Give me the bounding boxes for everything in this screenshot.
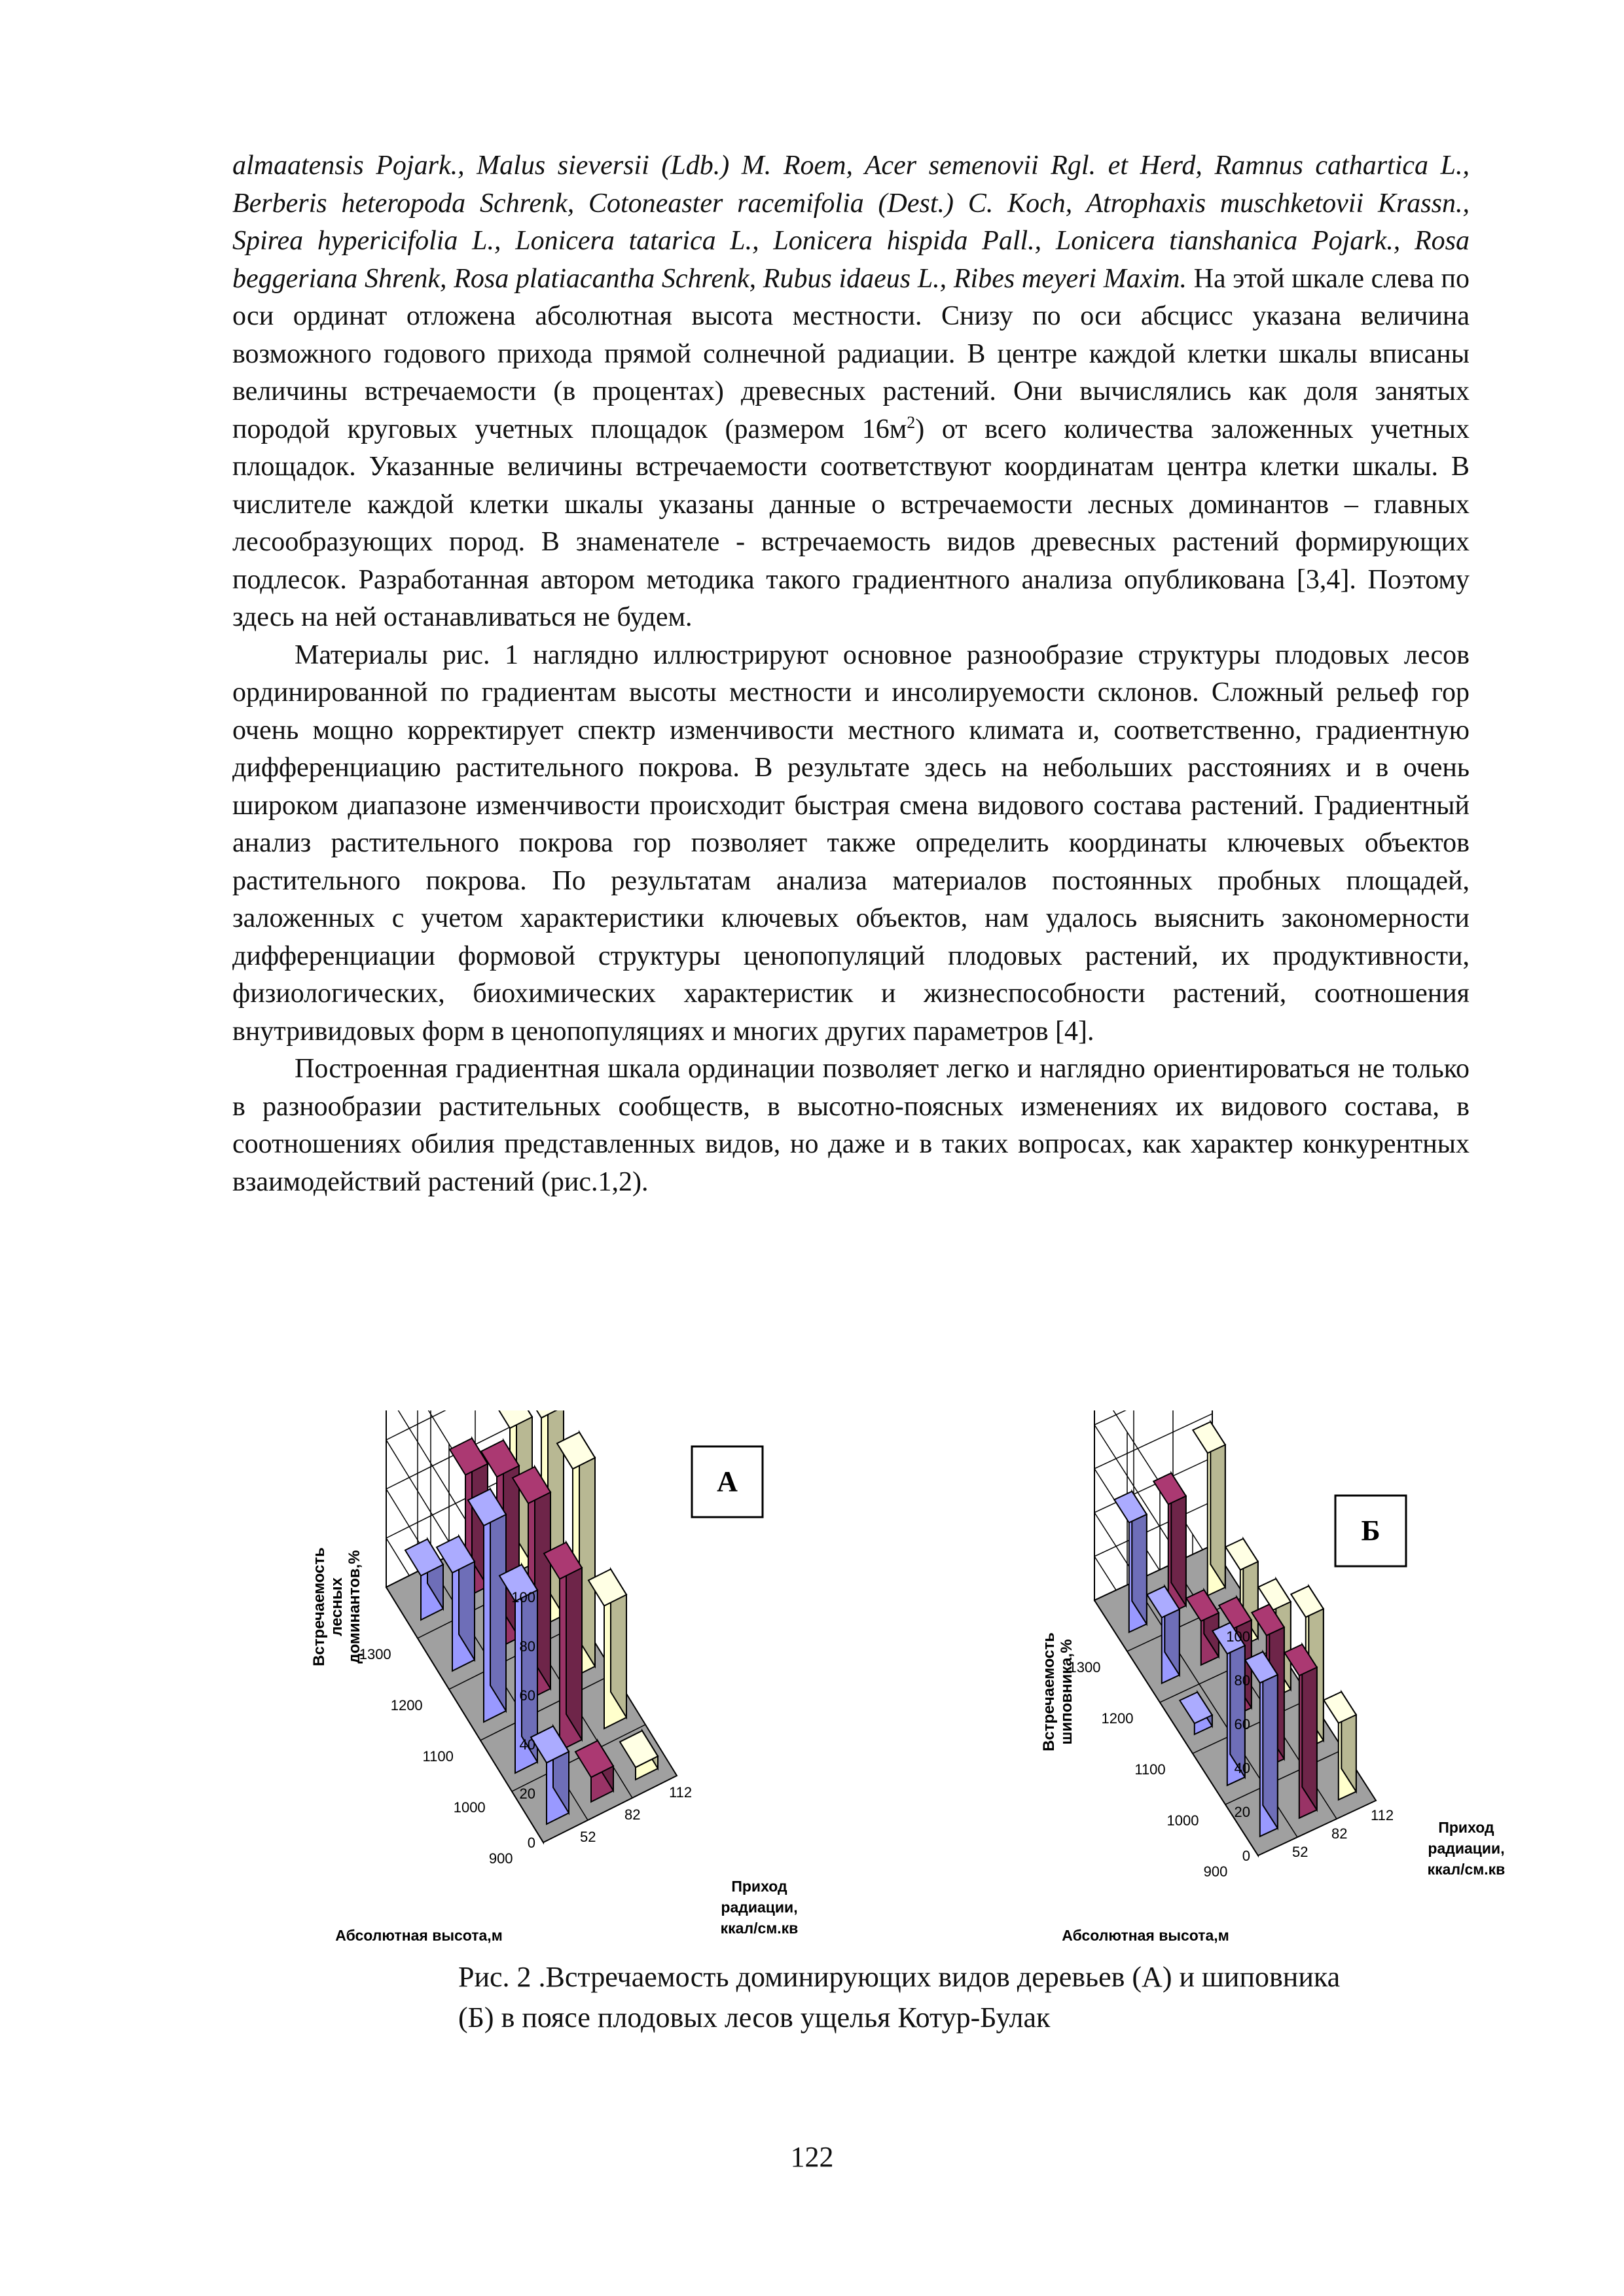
z-tick-label: 80 bbox=[519, 1638, 535, 1655]
panel-label: А bbox=[717, 1465, 738, 1498]
superscript: 2 bbox=[907, 412, 916, 432]
bar-side-face bbox=[490, 1489, 506, 1711]
species-list: almaatensis Pojark., Malus sieversii (Ldb.) M. Roem, Acer semenovii Rgl. et Herd, Ramnus cathartica L., Berberis heteropoda Schrenk, Cotoneaster racemifolia (Dest.) C. Koch, Atrophaxis muschketovii Krassn., Spirea hypericifolia L., Lonicera tatarica L., Lonicera hispida Pall., Lonicera tianshanica Pojark., Rosa beggeriana Shrenk, Rosa platiacantha Schrenk, Rubus idaeus L., Ribes meyeri Maxim. bbox=[232, 151, 1470, 294]
z-axis-title-line: Встречаемость bbox=[1040, 1632, 1058, 1751]
paragraph-1 bbox=[232, 147, 1470, 637]
body-text bbox=[232, 147, 1470, 1201]
paragraph-1-tail: ) от всего количества заложенных учетных площадок. Указанные величины встречаемости соответствуют координатам центра клетки шкалы. В числителе каждой клетки шкалы указаны данные о встречаемости лесных доминантов – главных лесообразующих пород. В знаменателе - встречаемость видов древесных растений формирующих подлесок. Разработанная автором методика такого градиентного анализа опубликована [3,4]. Поэтому здесь на ней останавливаться не будем. bbox=[232, 414, 1470, 632]
x-tick-label: 82 bbox=[1331, 1825, 1348, 1842]
x-axis-title-line: радиации, bbox=[1428, 1840, 1505, 1857]
x-axis-title-line: ккал/см.кв bbox=[720, 1920, 799, 1937]
z-tick-label: 20 bbox=[1234, 1804, 1250, 1820]
z-axis-title bbox=[1040, 1632, 1075, 1751]
x-tick-label: 52 bbox=[1292, 1844, 1308, 1860]
x-tick-label: 112 bbox=[1371, 1807, 1394, 1823]
x-axis-title-line: Приход bbox=[731, 1878, 787, 1895]
z-tick-label: 20 bbox=[519, 1785, 535, 1802]
y-tick-label: 900 bbox=[1203, 1863, 1228, 1880]
x-axis-title-line: Приход bbox=[1438, 1819, 1494, 1836]
z-tick-label: 60 bbox=[519, 1687, 535, 1704]
x-tick-label: 82 bbox=[624, 1806, 641, 1823]
z-tick-label: 0 bbox=[527, 1835, 535, 1851]
z-tick-label: 100 bbox=[1226, 1628, 1250, 1645]
y-axis-title: Абсолютная высота,м bbox=[335, 1927, 503, 1944]
z-axis-title-line: лесных bbox=[328, 1577, 346, 1636]
y-tick-label: 1300 bbox=[359, 1646, 391, 1663]
y-tick-label: 1100 bbox=[1134, 1761, 1166, 1778]
y-tick-label: 1000 bbox=[453, 1799, 486, 1816]
paragraph-3: Построенная градиентная шкала ординации позволяет легко и наглядно ориентироваться не только в разнообразии растительных сообществ, в высотно-поясных изменениях их видового состава, в соотношениях обилия представленных видов, но даже и в таких вопросах, как характер конкурентных взаимодействий растений (рис.1,2). bbox=[232, 1054, 1470, 1197]
chart-a bbox=[288, 1410, 864, 1960]
z-tick-label: 40 bbox=[1234, 1760, 1250, 1776]
z-axis-title-line: Встречаемость bbox=[310, 1547, 328, 1666]
y-axis-title: Абсолютная высота,м bbox=[1062, 1927, 1229, 1944]
z-tick-label: 60 bbox=[1234, 1716, 1250, 1732]
y-tick-label: 1000 bbox=[1166, 1812, 1199, 1829]
chart-b bbox=[1021, 1410, 1545, 1960]
panel-label: Б bbox=[1361, 1515, 1380, 1547]
x-axis-title bbox=[721, 1878, 799, 1937]
paragraph-2: Материалы рис. 1 наглядно иллюстрируют основное разнообразие структуры плодовых лесов ординированной по градиентам высоты местности и инсолируемости склонов. Сложный рельеф гор очень мощно корректирует спектр изменчивости местного климата и, соответственно, градиентную дифференциацию растительного покрова. В результате здесь на небольших расстояниях и в очень широком диапазоне изменчивости происходит быстрая смена видового состава растений. Градиентный анализ растительного покрова гор позволяет также определить координаты ключевых объектов растительного покрова. По результатам анализа материалов постоянных пробных площадей, заложенных с учетом характеристики ключевых объектов, нам удалось выяснить закономерности дифференциации формовой структуры ценопопуляций плодовых растений, их продуктивности, физиологических, биохимических характеристик и жизнеспособности растений, соотношения внутривидовых форм в ценопопуляциях и многих других параметров [4]. bbox=[232, 639, 1470, 1047]
x-tick-label: 112 bbox=[669, 1784, 693, 1801]
z-axis-title-line: шиповника,% bbox=[1058, 1639, 1075, 1745]
z-axis-title-line: доминантов,% bbox=[346, 1550, 363, 1664]
x-axis-title-line: радиации, bbox=[721, 1899, 798, 1916]
z-tick-label: 40 bbox=[519, 1736, 535, 1753]
z-tick-label: 100 bbox=[511, 1589, 535, 1605]
x-axis-title-line: ккал/см.кв bbox=[1427, 1861, 1506, 1878]
y-tick-label: 1200 bbox=[1101, 1710, 1134, 1727]
z-tick-label: 0 bbox=[1242, 1848, 1250, 1864]
z-axis-title bbox=[310, 1547, 363, 1666]
y-tick-label: 1100 bbox=[422, 1748, 454, 1765]
figure-caption: Рис. 2 .Встречаемость доминирующих видов деревьев (А) и шиповника (Б) в поясе плодовых лесов ущелья Котур-Булак bbox=[458, 1961, 1341, 2034]
x-tick-label: 52 bbox=[580, 1829, 596, 1845]
paragraph-1-text: На этой шкале слева по оси ординат отложена абсолютная высота местности. Снизу по оси абсцисс указана величина возможного годового прихода прямой солнечной радиации. В центре каждой клетки шкалы вписаны величины встречаемости (в процентах) древесных растений. Они вычислялись как доля занятых породой круговых учетных площадок (размером 16м bbox=[232, 263, 1470, 444]
x-axis-title bbox=[1428, 1819, 1506, 1878]
page-number: 122 bbox=[790, 2141, 834, 2173]
y-tick-label: 900 bbox=[488, 1850, 513, 1867]
y-tick-label: 1200 bbox=[390, 1697, 423, 1714]
z-tick-label: 80 bbox=[1234, 1672, 1250, 1689]
y-tick-label: 1300 bbox=[1068, 1659, 1101, 1676]
